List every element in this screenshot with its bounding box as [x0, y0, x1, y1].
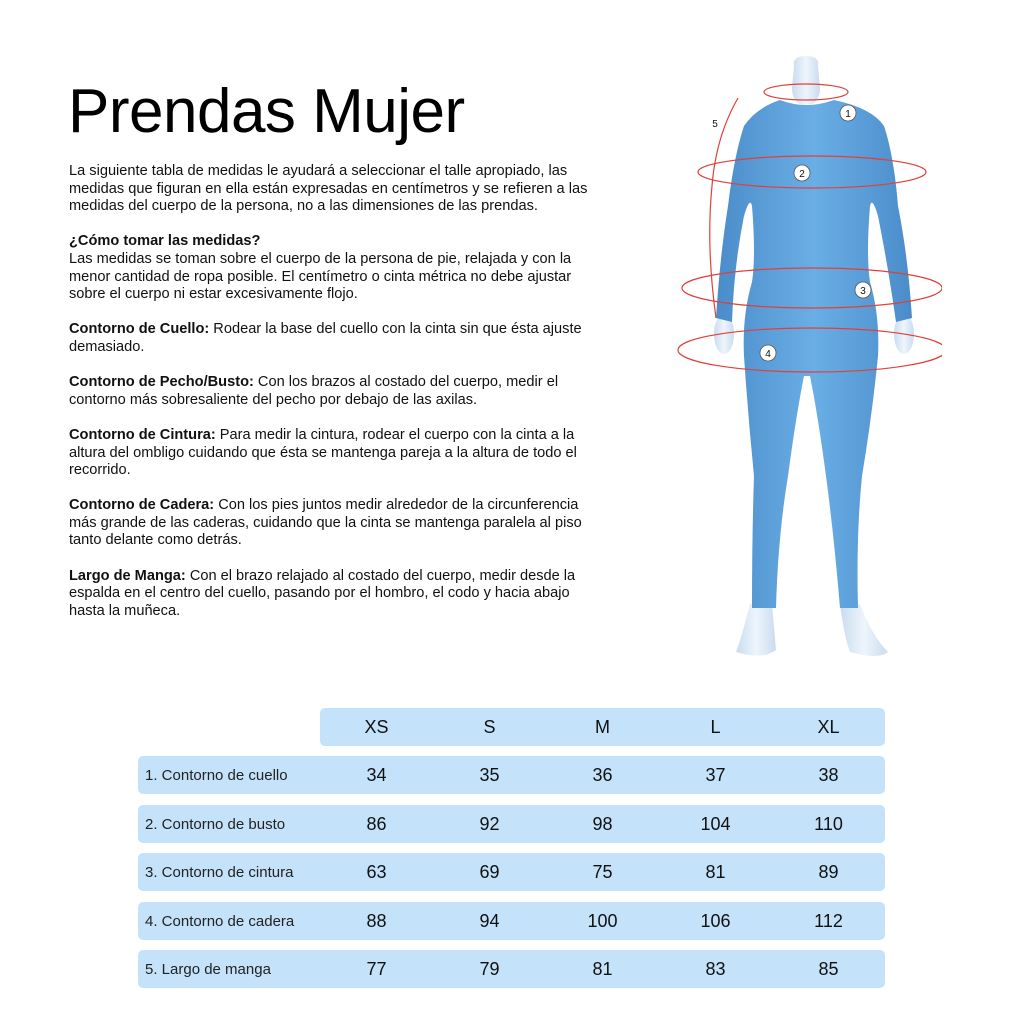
table-cell: 36: [592, 764, 613, 785]
section-neck: [69, 321, 609, 356]
marker-4-label: 4: [765, 349, 771, 360]
size-header-cell: XL: [817, 717, 840, 737]
table-cell: 77: [366, 958, 387, 979]
section-heading: Largo de Manga:: [69, 567, 186, 584]
table-cell: 86: [366, 813, 387, 834]
table-cell: 98: [592, 813, 613, 834]
section-sleeve: [69, 568, 609, 621]
marker-2-label: 2: [799, 169, 805, 180]
table-cell: 92: [479, 813, 500, 834]
table-row: [138, 853, 885, 891]
section-text: Para medir la cintura, rodear el cuerpo con la cinta a la altura del ombligo cuidando que ésta se mantenga pareja a la altura de todo el recorrido.: [69, 426, 577, 479]
table-cell: 106: [700, 910, 731, 931]
table-cell: 79: [479, 958, 500, 979]
section-waist: [69, 427, 609, 480]
table-row: [138, 756, 885, 794]
table-row: [138, 950, 885, 988]
table-cell: 63: [366, 861, 387, 882]
table-cell: 81: [705, 861, 726, 882]
table-cell: 104: [700, 813, 731, 834]
table-cell: 37: [705, 764, 726, 785]
section-heading: Contorno de Cadera:: [69, 497, 215, 514]
size-header-cell: L: [710, 717, 721, 737]
size-header-cell: S: [483, 717, 496, 737]
marker-3-label: 3: [860, 286, 866, 297]
mannequin-head: [792, 56, 820, 104]
section-text: Rodear la base del cuello con la cinta sin que ésta ajuste demasiado.: [69, 321, 582, 355]
table-cell: 83: [705, 958, 726, 979]
table-cell: 38: [818, 764, 839, 785]
size-table-header: [320, 708, 885, 746]
marker-5-label: 5: [712, 119, 718, 130]
table-cell: 89: [818, 861, 839, 882]
table-cell: 112: [814, 910, 843, 931]
section-heading: Contorno de Cuello:: [69, 321, 210, 338]
mannequin-garment: [716, 100, 912, 608]
section-heading: Contorno de Pecho/Busto:: [69, 374, 254, 391]
page-title: Prendas Mujer: [68, 77, 465, 146]
table-row: [138, 902, 885, 940]
section-bust: [69, 374, 609, 409]
section-hip: [69, 497, 609, 550]
row-label: 5. Largo de manga: [145, 960, 271, 978]
table-cell: 88: [366, 910, 387, 931]
section-heading: Contorno de Cintura:: [69, 426, 216, 443]
marker-1-label: 1: [845, 109, 851, 120]
table-row: [138, 805, 885, 843]
table-cell: 81: [592, 958, 613, 979]
instructions-text: [69, 163, 609, 638]
table-cell: 100: [587, 910, 618, 931]
how-to-heading: ¿Cómo tomar las medidas?: [69, 233, 261, 250]
table-cell: 75: [592, 861, 613, 882]
row-label: 2. Contorno de busto: [145, 815, 286, 833]
table-cell: 35: [479, 764, 500, 785]
table-cell: 110: [814, 813, 843, 834]
section-text: Con los brazos al costado del cuerpo, medir el contorno más sobresaliente del pecho por debajo de las axilas.: [69, 374, 559, 408]
how-to-paragraph: [69, 233, 609, 303]
size-header-cell: XS: [364, 717, 389, 737]
table-cell: 69: [479, 861, 500, 882]
mannequin-left-foot: [736, 604, 776, 656]
table-cell: 94: [479, 910, 500, 931]
section-text: Con el brazo relajado al costado del cuerpo, medir desde la espalda en el centro del cuello, pasando por el hombro, el codo y hacia abajo hasta la muñeca.: [69, 567, 576, 619]
section-text: Con los pies juntos medir alrededor de la circunferencia más grande de las caderas, cuidando que la cinta se mantenga paralela al piso tanto delante como detrás.: [69, 497, 582, 549]
row-label: 3. Contorno de cintura: [145, 863, 294, 881]
how-to-text: Las medidas se toman sobre el cuerpo de la persona de pie, relajada y con la menor cantidad de ropa posible. El centímetro o cinta métrica no debe ajustar sobre el cuerpo ni estar excesivamente flojo.: [69, 250, 572, 303]
mannequin-illustration: [672, 56, 942, 666]
table-cell: 85: [818, 958, 839, 979]
mannequin-right-foot: [840, 604, 888, 656]
table-cell: 34: [366, 764, 387, 785]
intro-paragraph: La siguiente tabla de medidas le ayudará a seleccionar el talle apropiado, las medidas que figuran en ella están expresadas en centímetros y se refieren a las medidas del cuerpo de la persona, no a las dimensiones de las prendas.: [69, 163, 588, 215]
size-header-cell: M: [595, 717, 610, 737]
row-label: 1. Contorno de cuello: [145, 766, 288, 784]
row-label: 4. Contorno de cadera: [145, 912, 295, 930]
